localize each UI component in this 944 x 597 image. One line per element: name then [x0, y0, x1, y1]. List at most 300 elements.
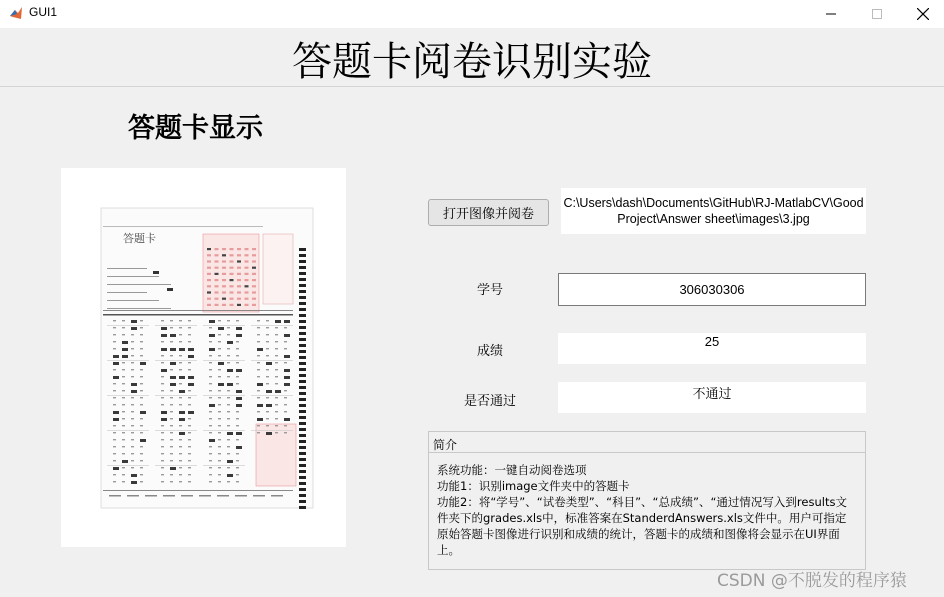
sheet-mark [122, 404, 125, 405]
sheet-mark [188, 432, 191, 433]
sheet-mark [230, 267, 234, 269]
sheet-mark [161, 467, 164, 468]
sheet-mark [299, 428, 306, 431]
sheet-mark [122, 460, 128, 463]
sheet-mark [284, 369, 290, 372]
sheet-mark [245, 291, 249, 293]
sheet-mark [284, 341, 287, 342]
sheet-mark [179, 418, 185, 421]
sheet-mark [230, 260, 234, 262]
sheet-mark [299, 260, 306, 263]
sheet-mark [222, 267, 226, 269]
sheet-mark [266, 390, 272, 393]
sheet-mark [237, 254, 241, 256]
sheet-mark [299, 500, 306, 503]
sheet-mark [209, 348, 215, 351]
sheet-mark [131, 334, 134, 335]
sheet-mark [215, 279, 219, 281]
sheet-mark [275, 404, 278, 405]
sheet-mark [218, 453, 221, 454]
sheet-mark [179, 369, 182, 370]
sheet-mark [113, 404, 116, 405]
sheet-mark [140, 383, 143, 384]
sheet-mark [266, 341, 269, 342]
sheet-mark [207, 273, 211, 275]
sheet-mark [299, 458, 306, 461]
sheet-mark [179, 460, 182, 461]
sheet-mark [218, 390, 221, 391]
sheet-mark [188, 453, 191, 454]
sheet-mark [188, 362, 191, 363]
sheet-mark [218, 376, 221, 377]
sheet-mark [107, 325, 149, 326]
sheet-mark [188, 327, 191, 328]
sheet-mark [113, 327, 116, 328]
sheet-mark [275, 320, 281, 323]
sheet-mark [179, 376, 185, 379]
sheet-mark [236, 369, 242, 372]
sheet-mark [284, 432, 287, 433]
sheet-mark [207, 279, 211, 281]
sheet-mark [227, 481, 230, 482]
sheet-mark [284, 425, 287, 426]
sheet-mark [245, 285, 249, 287]
sheet-mark [215, 273, 219, 275]
sheet-mark [127, 495, 139, 497]
sheet-mark [299, 416, 306, 419]
sheet-mark [299, 464, 306, 467]
sheet-mark [237, 304, 241, 306]
sheet-mark [230, 285, 234, 287]
sheet-mark [299, 362, 306, 365]
sheet-mark [179, 404, 182, 405]
sheet-mark [179, 348, 185, 351]
sheet-mark [161, 418, 167, 421]
pass-status-value: 不通过 [692, 386, 732, 401]
sheet-mark [299, 302, 306, 305]
sheet-mark [271, 495, 283, 497]
sheet-mark [113, 411, 119, 414]
sheet-mark [140, 474, 143, 475]
sheet-mark [209, 327, 212, 328]
sheet-mark [167, 288, 173, 291]
sheet-mark [209, 404, 215, 407]
sheet-mark [299, 470, 306, 473]
sheet-mark [299, 506, 306, 509]
sheet-mark [245, 267, 249, 269]
sheet-mark [161, 460, 164, 461]
sheet-mark [236, 334, 242, 337]
sheet-mark [207, 260, 211, 262]
minimize-icon [826, 9, 836, 19]
sheet-mark [161, 348, 167, 351]
sheet-mark [170, 453, 173, 454]
sheet-mark [179, 320, 182, 321]
sheet-mark [122, 355, 128, 358]
maximize-button[interactable] [854, 0, 900, 28]
sheet-mark [161, 432, 164, 433]
sheet-mark [299, 404, 306, 407]
sheet-mark [188, 320, 191, 321]
sheet-mark [181, 495, 193, 497]
sheet-mark [179, 397, 182, 398]
sheet-mark [113, 355, 119, 358]
sheet-mark [236, 327, 242, 330]
sheet-mark [222, 260, 226, 262]
matlab-icon [9, 6, 23, 20]
sheet-mark [266, 362, 272, 365]
sheet-mark [218, 439, 221, 440]
open-image-button[interactable]: 打开图像并阅卷 [428, 199, 549, 226]
sheet-mark [222, 304, 226, 306]
sheet-mark [237, 248, 241, 250]
sheet-mark [179, 481, 182, 482]
sheet-mark [253, 495, 265, 497]
sheet-mark [207, 285, 211, 287]
sheet-mark [131, 341, 134, 342]
sheet-mark [227, 390, 230, 391]
sheet-mark [218, 460, 221, 461]
sheet-mark [284, 334, 290, 337]
window-titlebar [0, 0, 944, 28]
sheet-mark [209, 439, 215, 442]
sheet-mark [236, 460, 239, 461]
sheet-mark [179, 383, 182, 384]
sheet-mark [284, 390, 287, 391]
sheet-mark [299, 356, 306, 359]
sheet-mark [131, 376, 134, 377]
sheet-mark [252, 298, 256, 300]
sheet-mark [122, 397, 125, 398]
sheet-mark [236, 446, 242, 449]
sheet-mark [222, 273, 226, 275]
sheet-mark [122, 376, 125, 377]
sheet-mark [170, 432, 173, 433]
sheet-mark [188, 460, 191, 461]
sheet-mark [113, 474, 116, 475]
sheet-mark [299, 248, 306, 251]
sheet-mark [113, 439, 116, 440]
sheet-mark [155, 360, 197, 361]
sheet-mark [236, 467, 239, 468]
sheet-mark [299, 332, 306, 335]
sheet-mark [299, 314, 306, 317]
sheet-mark [161, 404, 164, 405]
sheet-mark [299, 338, 306, 341]
sheet-mark [140, 369, 143, 370]
sheet-mark [236, 383, 239, 384]
sheet-mark [209, 411, 212, 412]
sheet-mark [218, 320, 221, 321]
sheet-mark [257, 355, 260, 356]
sheet-mark [161, 327, 167, 330]
sheet-mark [140, 390, 143, 391]
sheet-mark [227, 355, 230, 356]
sheet-mark [215, 304, 219, 306]
sheet-mark [236, 404, 242, 407]
sheet-mark [113, 453, 116, 454]
sheet-mark [122, 439, 125, 440]
sheet-mark [131, 481, 137, 484]
sheet-mark [266, 348, 269, 349]
sheet-mark [122, 320, 125, 321]
sheet-mark [299, 440, 306, 443]
student-id-value: 306030306 [679, 282, 745, 297]
sheet-mark [163, 495, 175, 497]
sheet-mark [209, 390, 212, 391]
sheet-mark [155, 465, 197, 466]
sheet-mark [145, 495, 157, 497]
sheet-mark [299, 482, 306, 485]
sheet-mark [131, 383, 137, 386]
sheet-mark [170, 348, 176, 351]
sheet-mark [257, 432, 260, 433]
sheet-mark [252, 285, 256, 287]
sheet-mark [113, 320, 116, 321]
sheet-mark [131, 390, 137, 393]
sheet-mark [245, 260, 249, 262]
sheet-mark [131, 432, 134, 433]
sheet-mark [188, 390, 191, 391]
sheet-mark [236, 390, 242, 393]
sheet-mark [122, 362, 125, 363]
sheet-mark [203, 395, 245, 396]
sheet-mark [266, 411, 269, 412]
sheet-mark [245, 254, 249, 256]
sheet-mark [188, 439, 191, 440]
sheet-mark [252, 254, 256, 256]
intro-panel-title: 简介 [433, 438, 458, 452]
sheet-mark [237, 273, 241, 275]
sheet-mark [209, 320, 215, 323]
sheet-mark [275, 369, 278, 370]
sheet-mark [161, 439, 164, 440]
sheet-mark [113, 460, 116, 461]
score-value: 25 [704, 334, 720, 349]
sheet-mark [131, 446, 134, 447]
sheet-mark [227, 376, 230, 377]
sheet-mark [209, 341, 212, 342]
sheet-mark [227, 446, 230, 447]
sheet-mark [299, 284, 306, 287]
sheet-mark [107, 395, 149, 396]
sheet-mark [218, 411, 221, 412]
sheet-mark [245, 248, 249, 250]
sheet-mark [252, 260, 256, 262]
sheet-mark [203, 325, 245, 326]
sheet-mark [236, 348, 239, 349]
sheet-mark [161, 320, 164, 321]
sheet-mark [179, 362, 182, 363]
sheet-mark [236, 362, 239, 363]
sheet-mark [209, 481, 212, 482]
sheet-mark [299, 272, 306, 275]
sheet-mark [236, 411, 239, 412]
sheet-mark [113, 383, 116, 384]
sheet-mark [284, 362, 287, 363]
sheet-mark [209, 376, 212, 377]
sheet-mark [107, 308, 171, 309]
sheet-mark [284, 404, 287, 405]
sheet-mark [251, 325, 293, 326]
sheet-mark [209, 432, 212, 433]
sheet-mark [161, 334, 167, 337]
sheet-mark [161, 383, 164, 384]
sheet-mark [257, 383, 263, 386]
sheet-mark [140, 411, 146, 414]
minimize-button[interactable] [808, 0, 854, 28]
sheet-mark [113, 341, 116, 342]
sheet-mark [207, 267, 211, 269]
sheet-mark [179, 474, 182, 475]
sheet-mark [218, 432, 221, 433]
sheet-mark [107, 268, 147, 269]
sheet-mark [275, 390, 281, 393]
sheet-mark [284, 397, 287, 398]
sheet-mark [227, 432, 233, 435]
sheet-mark [227, 369, 233, 372]
sheet-mark [245, 304, 249, 306]
sheet-mark [113, 481, 116, 482]
sheet-mark [188, 369, 191, 370]
sheet-mark [170, 418, 173, 419]
sheet-mark [227, 348, 230, 349]
sheet-mark [299, 296, 306, 299]
sheet-mark [170, 362, 176, 365]
sheet-mark [227, 341, 233, 344]
sheet-section-title: 答题卡显示 [128, 113, 263, 144]
sheet-mark [299, 290, 306, 293]
sheet-mark [266, 376, 269, 377]
sheet-mark [209, 369, 212, 370]
sheet-mark [266, 327, 269, 328]
sheet-mark [140, 355, 143, 356]
sheet-mark [188, 446, 191, 447]
sheet-mark [122, 467, 125, 468]
sheet-mark [299, 254, 306, 257]
sheet-mark [299, 320, 306, 323]
sheet-mark [113, 397, 116, 398]
sheet-mark [107, 300, 159, 301]
sheet-mark [299, 494, 306, 497]
sheet-mark [188, 411, 194, 414]
sheet-mark [299, 488, 306, 491]
sheet-mark [209, 397, 212, 398]
sheet-mark [122, 327, 125, 328]
sheet-mark [161, 362, 164, 363]
sheet-mark [284, 418, 290, 421]
score-label: 成绩 [476, 344, 503, 359]
sheet-mark [275, 348, 278, 349]
sheet-mark [252, 273, 256, 275]
sheet-mark [140, 418, 143, 419]
close-button[interactable] [900, 0, 944, 28]
sheet-mark [236, 481, 239, 482]
answer-sheet-drawing [61, 168, 346, 547]
sheet-mark [122, 390, 125, 391]
sheet-mark [179, 355, 182, 356]
sheet-mark [235, 495, 247, 497]
sheet-mark [227, 474, 233, 477]
sheet-mark [179, 446, 182, 447]
sheet-mark [170, 334, 176, 337]
intro-panel-divider [429, 452, 865, 453]
sheet-mark [113, 348, 116, 349]
sheet-mark [252, 304, 256, 306]
sheet-mark [161, 341, 164, 342]
student-id-label: 学号 [476, 283, 503, 298]
sheet-mark [284, 383, 290, 386]
sheet-mark [257, 327, 260, 328]
sheet-mark [236, 397, 242, 400]
sheet-mark [179, 411, 185, 414]
maximize-icon [872, 9, 882, 19]
sheet-mark [161, 446, 164, 447]
sheet-mark [275, 376, 278, 377]
sheet-mark [236, 439, 239, 440]
sheet-mark [107, 465, 149, 466]
sheet-mark [188, 334, 191, 335]
sheet-mark [227, 362, 230, 363]
sheet-mark [227, 439, 230, 440]
sheet-mark [227, 425, 230, 426]
sheet-mark [227, 320, 230, 321]
sheet-mark [188, 383, 194, 386]
student-id-field[interactable] [558, 273, 866, 306]
sheet-mark [209, 460, 212, 461]
sheet-mark [170, 460, 173, 461]
sheet-mark [218, 404, 221, 405]
sheet-mark [245, 279, 249, 281]
sheet-mark [218, 425, 221, 426]
sheet-mark [122, 418, 125, 419]
sheet-mark [179, 341, 182, 342]
sheet-mark [284, 411, 287, 412]
sheet-mark [230, 279, 234, 281]
sheet-mark [122, 453, 125, 454]
sheet-mark [236, 320, 239, 321]
sheet-mark [170, 341, 173, 342]
sheet-mark [140, 439, 146, 442]
sheet-mark [266, 320, 269, 321]
sheet-mark [122, 348, 128, 351]
window-title: GUI1 [29, 5, 58, 19]
sheet-mark [203, 430, 245, 431]
sheet-mark [266, 369, 269, 370]
sheet-mark [179, 467, 182, 468]
sheet-mark [218, 355, 221, 356]
sheet-mark [230, 273, 234, 275]
sheet-mark [257, 390, 260, 391]
sheet-mark [257, 341, 260, 342]
sheet-mark [257, 404, 263, 407]
sheet-mark [245, 298, 249, 300]
sheet-mark [170, 474, 173, 475]
sheet-mark [140, 334, 143, 335]
intro-panel [428, 431, 866, 570]
sheet-mark [188, 418, 191, 419]
sheet-mark [113, 425, 116, 426]
sheet-mark [266, 404, 272, 407]
sheet-mark [266, 432, 272, 435]
sheet-mark [230, 254, 234, 256]
sheet-mark [107, 292, 147, 293]
sheet-mark [227, 411, 230, 412]
sheet-mark [299, 410, 306, 413]
sheet-mark [203, 465, 245, 466]
sheet-mark [222, 254, 226, 256]
sheet-mark [218, 481, 221, 482]
